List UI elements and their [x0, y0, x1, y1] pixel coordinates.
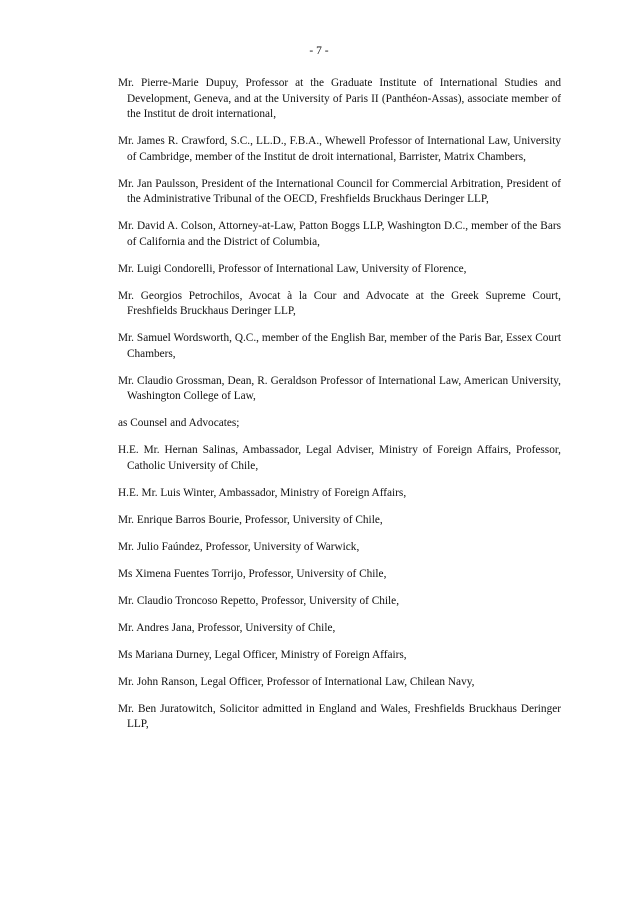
entry-colson: Mr. David A. Colson, Attorney-at-Law, Patton Boggs LLP, Washington D.C., member of the Bars of California and the District of Columbia,	[118, 220, 561, 248]
entry-barros-bourie: Mr. Enrique Barros Bourie, Professor, University of Chile,	[118, 513, 383, 526]
entry-ranson: Mr. John Ranson, Legal Officer, Professor of International Law, Chilean Navy,	[118, 675, 475, 688]
entry-paulsson: Mr. Jan Paulsson, President of the International Council for Commercial Arbitration, President of the Administrative Tribunal of the OECD, Freshfields Bruckhaus Deringer LLP,	[118, 177, 561, 205]
entry-troncoso-repetto: Mr. Claudio Troncoso Repetto, Professor, University of Chile,	[118, 594, 400, 607]
counsel-heading: as Counsel and Advocates;	[118, 417, 240, 429]
entry-winter: H.E. Mr. Luis Winter, Ambassador, Ministry of Foreign Affairs,	[118, 486, 407, 499]
entry-fuentes-torrijo: Ms Ximena Fuentes Torrijo, Professor, University of Chile,	[118, 567, 387, 580]
entry-crawford: Mr. James R. Crawford, S.C., LL.D., F.B.A., Whewell Professor of International Law, University of Cambridge, member of the Institut de droit international, Barrister, Matrix Chambers,	[118, 135, 561, 163]
entry-jana: Mr. Andres Jana, Professor, University of Chile,	[118, 621, 336, 634]
entry-wordsworth: Mr. Samuel Wordsworth, Q.C., member of the English Bar, member of the Paris Bar, Essex Court Chambers,	[118, 332, 561, 360]
entry-faundez: Mr. Julio Faúndez, Professor, University of Warwick,	[118, 540, 360, 553]
entry-condorelli: Mr. Luigi Condorelli, Professor of International Law, University of Florence,	[118, 262, 467, 275]
entry-durney: Ms Mariana Durney, Legal Officer, Ministry of Foreign Affairs,	[118, 648, 407, 661]
entry-petrochilos: Mr. Georgios Petrochilos, Avocat à la Cour and Advocate at the Greek Supreme Court, Freshfields Bruckhaus Deringer LLP,	[118, 289, 561, 317]
entry-grossman: Mr. Claudio Grossman, Dean, R. Geraldson Professor of International Law, American University, Washington College of Law,	[118, 374, 561, 402]
page-number: - 7 -	[309, 45, 329, 57]
entry-juratowitch: Mr. Ben Juratowitch, Solicitor admitted in England and Wales, Freshfields Bruckhaus Deringer LLP,	[118, 702, 561, 730]
delegation-list	[118, 76, 561, 744]
entry-salinas: H.E. Mr. Hernan Salinas, Ambassador, Legal Adviser, Ministry of Foreign Affairs, Professor, Catholic University of Chile,	[118, 444, 561, 472]
entry-dupuy: Mr. Pierre-Marie Dupuy, Professor at the Graduate Institute of International Studies and Development, Geneva, and at the University of Paris II (Panthéon-Assas), associate member of the Institut de droit international,	[118, 77, 561, 120]
